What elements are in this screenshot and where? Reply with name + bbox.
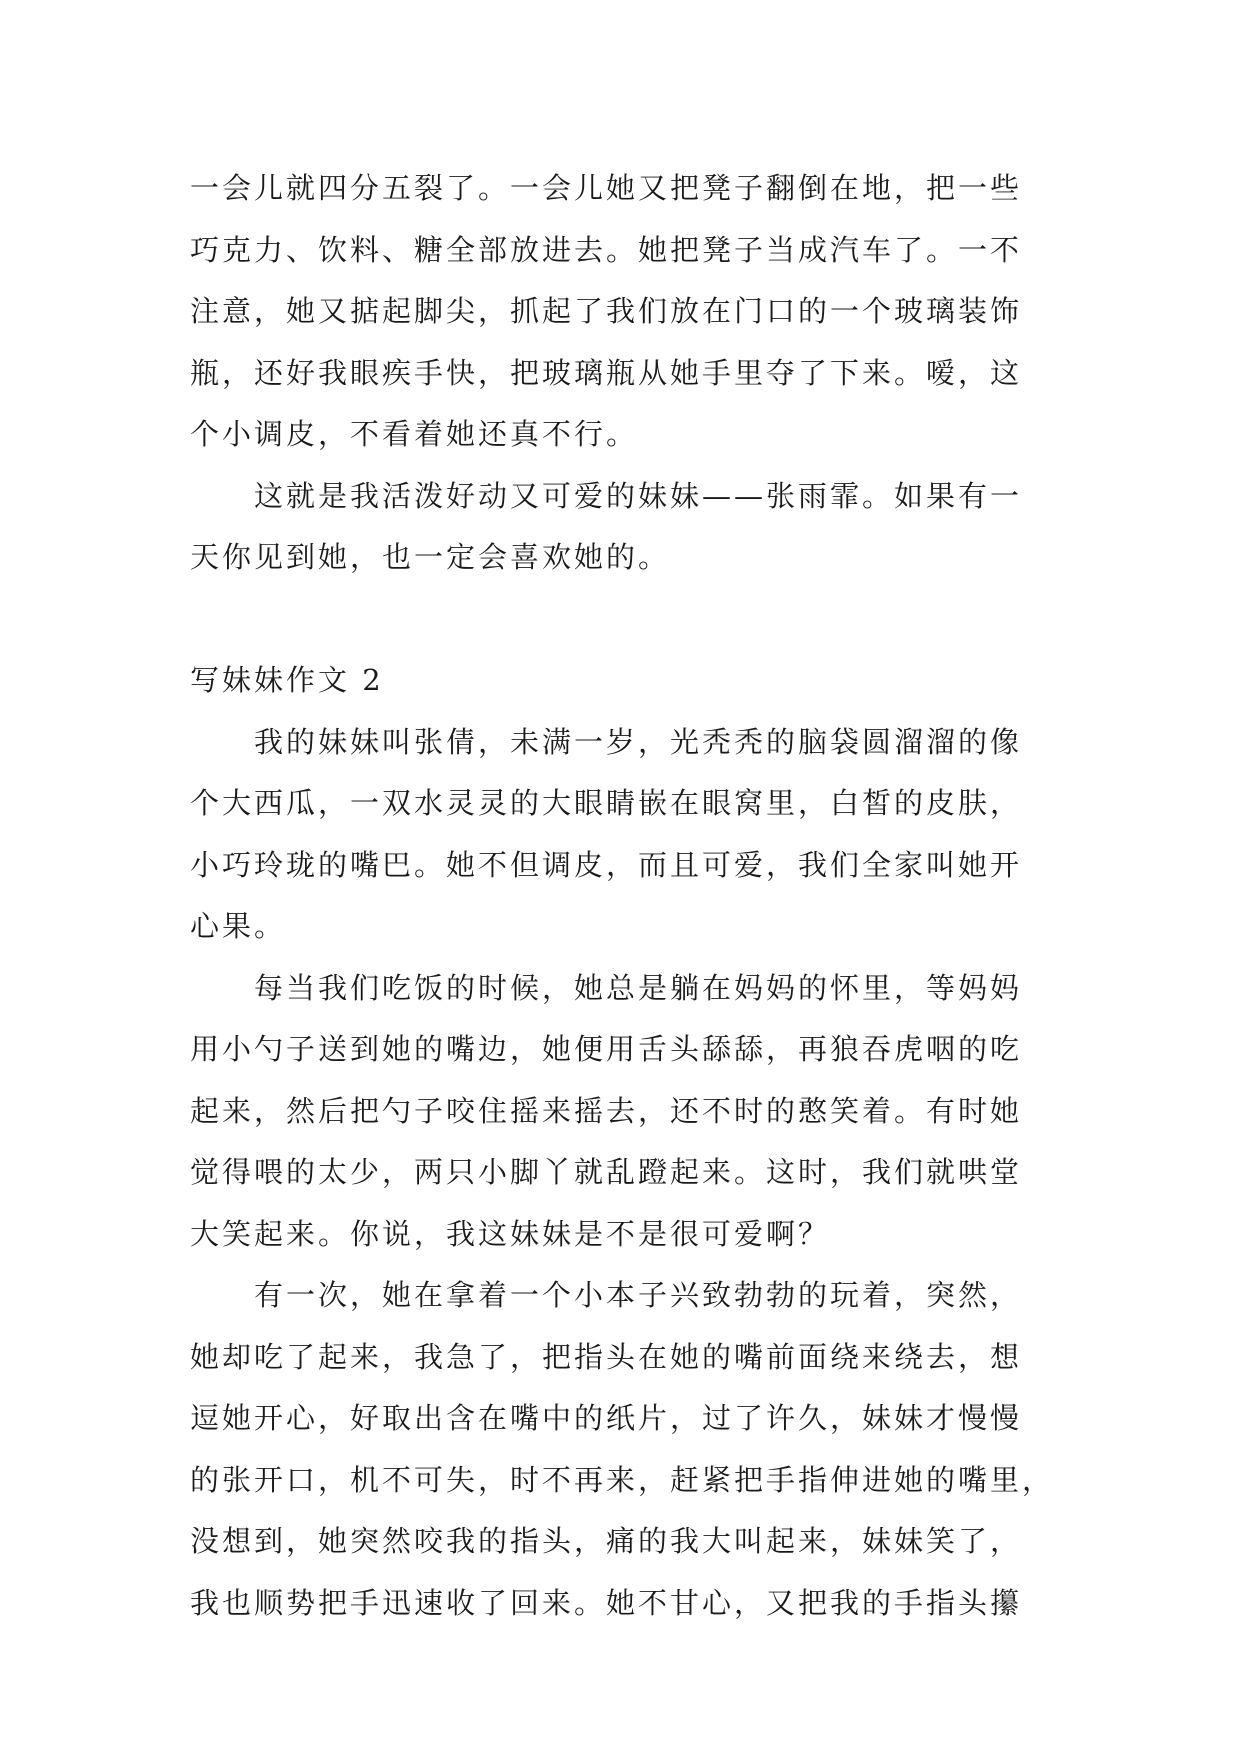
text-line: 逗她开心，好取出含在嘴中的纸片，过了许久，妹妹才慢慢 [190,1401,1023,1435]
text-line: 每当我们吃饭的时候，她总是躺在妈妈的怀里，等妈妈 [254,970,1023,1005]
text-line: 没想到，她突然咬我的指头，痛的我大叫起来，妹妹笑了， [190,1524,1023,1558]
spacer [190,589,1070,651]
text-line: 我也顺势把手迅速收了回来。她不甘心，又把我的手指头攥 [190,1585,1023,1620]
text-line: 天你见到她，也一定会喜欢她的。 [190,540,671,574]
text-line: 注意，她又掂起脚尖，抓起了我们放在门口的一个玻璃装饰 [190,294,1023,328]
text-line: 的张开口，机不可失，时不再来，赶紧把手指伸进她的嘴里， [190,1462,1055,1497]
paragraph-mealtime [190,958,1070,1266]
text-line: 我的妹妹叫张倩，未满一岁，光秃秃的脑袋圆溜溜的像 [254,724,1023,759]
text-line: 小巧玲珑的嘴巴。她不但调皮，而且可爱，我们全家叫她开 [190,847,1023,882]
text-line: 个大西瓜，一双水灵灵的大眼睛嵌在眼窝里，白皙的皮肤， [190,786,1023,820]
document-body [190,158,1070,1634]
text-line: 心果。 [190,909,287,943]
paragraph-continuation [190,158,1070,466]
text-line: 大笑起来。你说，我这妹妹是不是很可爱啊？ [190,1216,831,1251]
section-heading: 写妹妹作文 2 [190,663,384,697]
text-line: 一会儿就四分五裂了。一会儿她又把凳子翻倒在地，把一些 [190,171,1023,205]
text-line: 巧克力、饮料、糖全部放进去。她把凳子当成汽车了。一不 [190,232,1023,267]
paragraph-conclusion [190,466,1070,589]
text-line: 起来，然后把勺子咬住摇来摇去，还不时的憨笑着。有时她 [190,1093,1023,1128]
paragraph-intro [190,712,1070,958]
text-line: 用小勺子送到她的嘴边，她便用舌头舔舔，再狼吞虎咽的吃 [190,1032,1023,1066]
paragraph-anecdote [190,1265,1070,1634]
text-line: 觉得喂的太少，两只小脚丫就乱蹬起来。这时，我们就哄堂 [190,1155,1023,1189]
text-line: 有一次，她在拿着一个小本子兴致勃勃的玩着，突然， [254,1278,1023,1312]
text-line: 个小调皮，不看着她还真不行。 [190,417,639,451]
text-line: 她却吃了起来，我急了，把指头在她的嘴前面绕来绕去，想 [190,1339,1023,1374]
text-line: 瓶，还好我眼疾手快，把玻璃瓶从她手里夺了下来。嗳，这 [190,355,1023,390]
text-line: 这就是我活泼好动又可爱的妹妹——张雨霏。如果有一 [254,478,1023,513]
